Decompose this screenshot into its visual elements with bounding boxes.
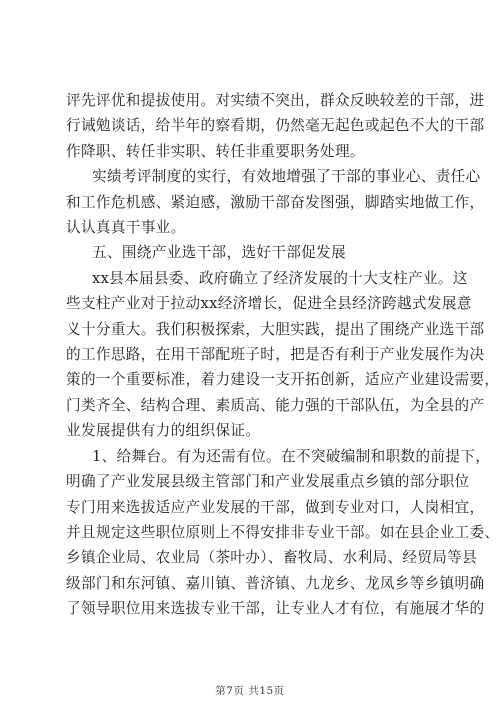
- text-line: 乡镇企业局、农业局（茶叶办）、畜牧局、水利局、经贸局等县: [66, 549, 478, 567]
- text-line: 策的一个重要标准，着力建设一支开拓创新，适应产业建设需要，: [66, 371, 500, 389]
- text-line: 和工作危机感、紧迫感，激励干部奋发图强，脚踏实地做工作，: [66, 193, 485, 211]
- text-line: 评先评优和提拔使用。对实绩不突出，群众反映较差的干部，进: [66, 92, 485, 109]
- text-line: 门类齐全、结构合理、素质高、能力强的干部队伍，为全县的产: [66, 396, 485, 414]
- page-footer: 第7页 共15页: [215, 685, 285, 697]
- text-line: 专门用来选拔适应产业发展的干部，做到专业对口，人岗相宜，: [66, 498, 485, 516]
- text-line: 并且规定这些职位原则上不得安排非专业干部。如在县企业工委、: [66, 523, 500, 541]
- text-line: 了领导职位用来选拔专业干部，让专业人才有位，有施展才华的: [66, 600, 485, 618]
- text-line: 作降职、转任非实职、转任非重要职务处理。: [66, 142, 365, 160]
- text-line: xx县本届县委、政府确立了经济发展的十大支柱产业。这: [92, 269, 468, 287]
- text-line: 明确了产业发展县级主管部门和产业发展重点乡镇的部分职位: [66, 473, 470, 491]
- text-line: 认认真真干事业。: [66, 219, 186, 237]
- text-line: 义十分重大。我们积极探索，大胆实践，提出了围绕产业选干部: [66, 320, 485, 338]
- text-line: 业发展提供有力的组织保证。: [66, 422, 261, 440]
- text-line: 些支柱产业对于拉动xx经济增长，促进全县经济跨越式发展意: [66, 295, 472, 313]
- body-text: [66, 88, 500, 622]
- text-line: 行诫勉谈话，给半年的察看期，仍然毫无起色或起色不大的干部: [66, 117, 485, 135]
- text-line: 级部门和东河镇、嘉川镇、普济镇、九龙乡、龙凤乡等乡镇明确: [66, 574, 485, 592]
- text-line: 1、给舞台。有为还需有位。在不突破编制和职数的前提下，: [92, 447, 491, 465]
- section-heading: 五、围绕产业选干部，选好干部促发展: [92, 244, 347, 262]
- text-line: 的工作思路，在用干部配班子时，把是否有利于产业发展作为决: [66, 346, 485, 364]
- text-line: 实绩考评制度的实行，有效地增强了干部的事业心、责任心: [92, 168, 481, 186]
